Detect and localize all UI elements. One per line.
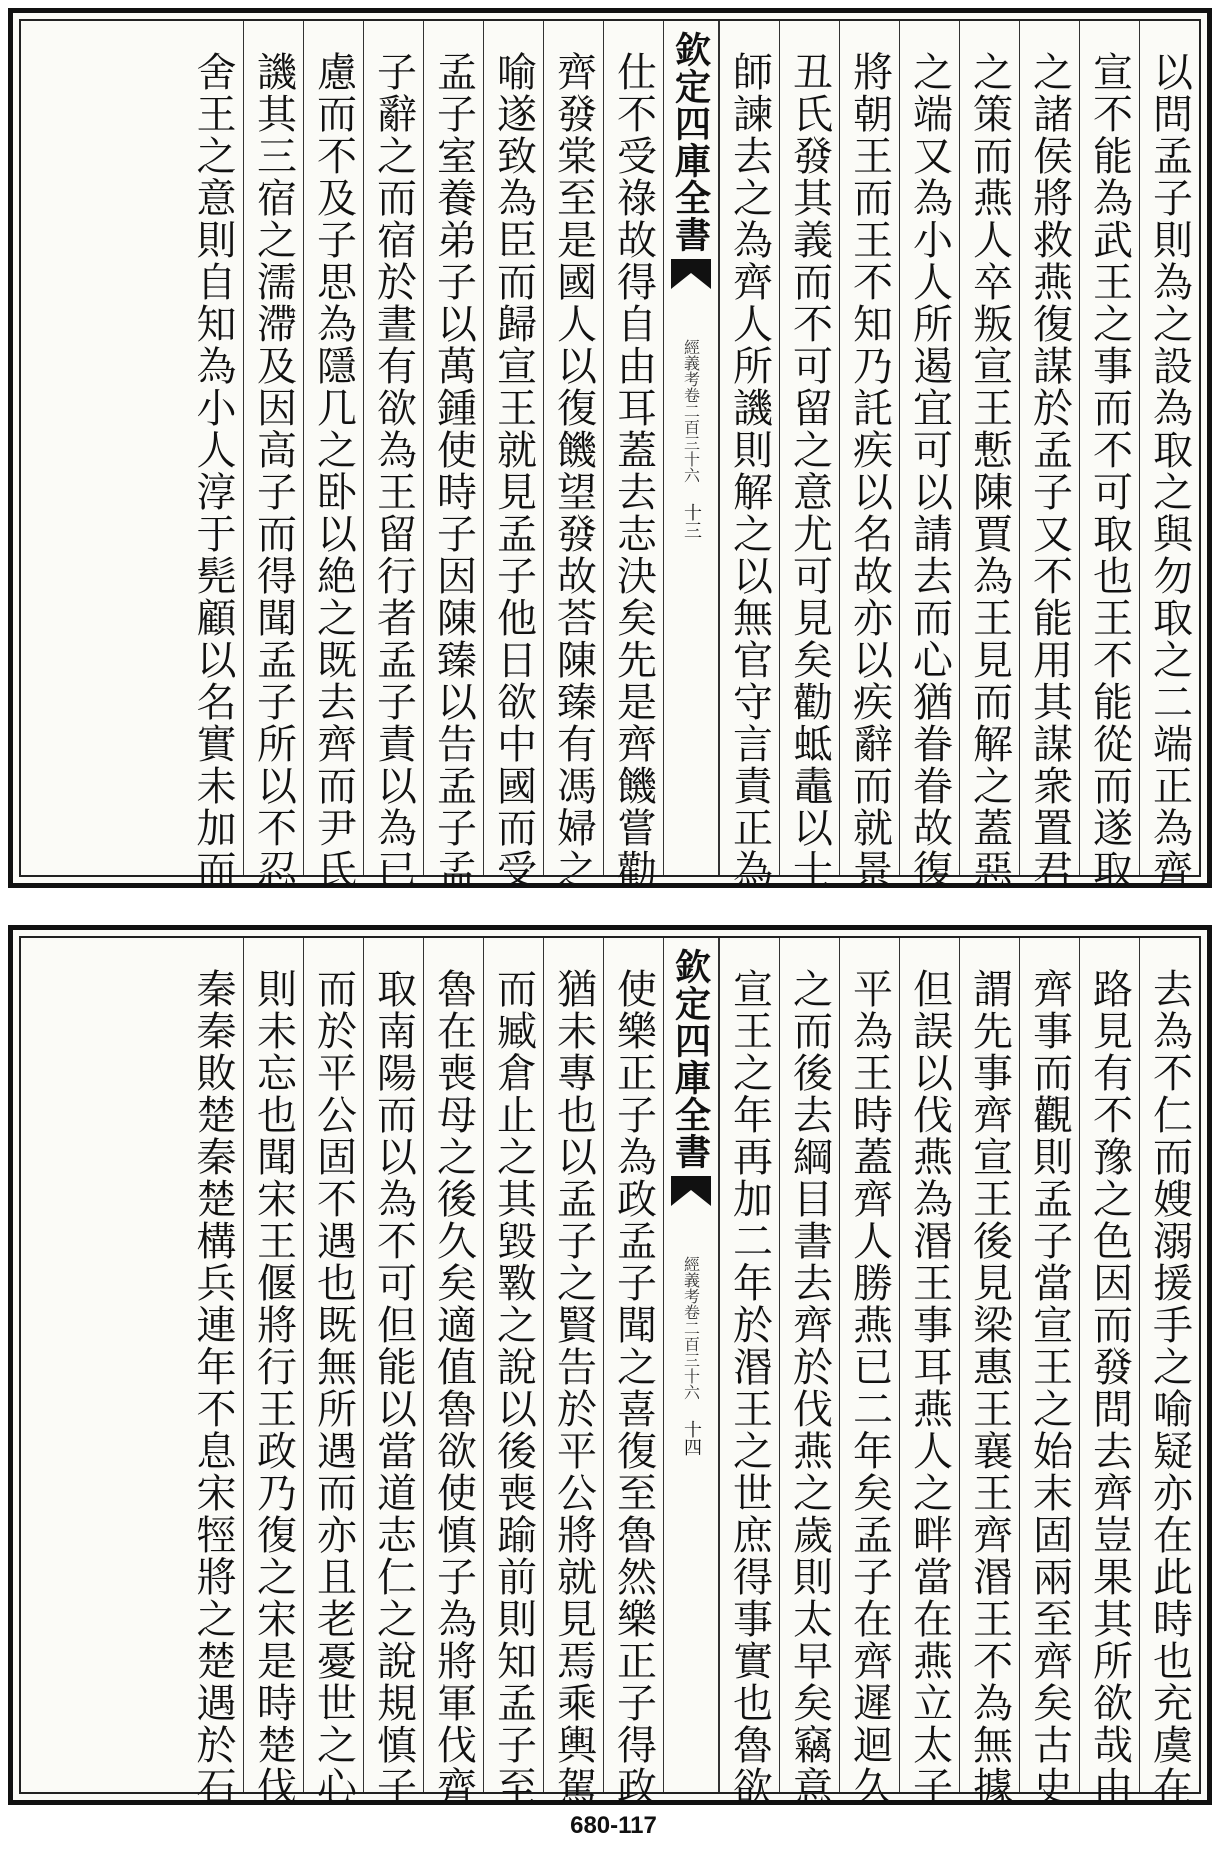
header-title: 欽定四庫全書 — [669, 948, 712, 1170]
text-column: 宣不能為武王之事而不可取也王不能從而遂取 — [1079, 21, 1139, 875]
text-column: 之而後去綱目書去齊於伐燕之歲則太早矣竊意 — [779, 938, 839, 1792]
text-column: 謂先事齊宣王後見梁惠王襄王齊湣王不為無據 — [959, 938, 1019, 1792]
fishtail-mark-icon — [671, 1176, 711, 1206]
bottom-page — [8, 925, 1212, 1808]
top-page-columns — [21, 21, 1199, 891]
text-column: 齊事而觀則孟子當宣王之始末固兩至齊矣古史 — [1019, 938, 1079, 1792]
text-column: 仕不受祿故得自由耳蓋去志決矣先是齊饑嘗勸 — [603, 21, 663, 875]
text-column: 路見有不豫之色因而發問去齊豈果其所欲哉由 — [1079, 938, 1139, 1792]
header-subtitle: 經義考卷二百三十六 — [681, 1256, 701, 1400]
fishtail-mark-icon — [671, 259, 711, 289]
text-column: 師諫去之為齊人所譏則解之以無官守言責正為 — [719, 21, 779, 875]
text-column: 之諸侯將救燕復謀於孟子又不能用其謀衆置君 — [1019, 21, 1079, 875]
header-subtitle: 經義考卷二百三十六 — [681, 339, 701, 483]
text-column: 之策而燕人卒叛宣王慙陳賈為王見而解之蓋惡 — [959, 21, 1019, 875]
text-column: 而臧倉止之其毀斁之說以後喪踰前則知孟子至 — [483, 938, 543, 1792]
text-column: 子辭之而宿於晝有欲為王留行者孟子責以為已 — [363, 21, 423, 875]
text-column: 譏其三宿之濡滯及因高子而得聞孟子所以不忍 — [243, 21, 303, 875]
text-column: 喻遂致為臣而歸宣王就見孟子他日欲中國而受 — [483, 21, 543, 875]
bottom-page-columns — [21, 938, 1199, 1808]
text-column: 丑氏發其義而不可留之意尤可見矣勸蚳鼃以士 — [779, 21, 839, 875]
text-column: 慮而不及子思為隱几之卧以絶之既去齊而尹氏 — [303, 21, 363, 875]
text-column: 以問孟子則為之設為取之與勿取之二端正為齊 — [1139, 21, 1199, 875]
text-column: 魯在喪母之後久矣適值魯欲使慎子為將軍伐齊 — [423, 938, 483, 1792]
text-column: 宣王之年再加二年於湣王之世庶得事實也魯欲 — [719, 938, 779, 1792]
text-column: 齊發棠至是國人以復饑望發故荅陳臻有馮婦之 — [543, 21, 603, 875]
bottom-page-frame — [19, 936, 1201, 1808]
text-column: 將朝王而王不知乃託疾以名故亦以疾辭而就景 — [839, 21, 899, 875]
center-fold-column — [663, 21, 719, 875]
text-column: 孟子室養弟子以萬鍾使時子因陳臻以告孟子孟 — [423, 21, 483, 875]
text-column: 平為王時蓋齊人勝燕已二年矣孟子在齊遲迴久 — [839, 938, 899, 1792]
header-title: 欽定四庫全書 — [669, 31, 712, 253]
text-column: 之端又為小人所遏宜可以請去而心猶眷眷故復 — [899, 21, 959, 875]
text-column: 而於平公固不遇也既無所遇而亦且老憂世之心 — [303, 938, 363, 1792]
text-column: 則未忘也聞宋王偃將行王政乃復之宋是時楚伐 — [243, 938, 303, 1792]
text-column: 去為不仁而嫂溺援手之喻疑亦在此時也充虞在 — [1139, 938, 1199, 1792]
top-page — [8, 8, 1212, 891]
text-column: 取南陽而以為不可但能以當道志仁之說規慎子 — [363, 938, 423, 1792]
page-number: 十四 — [681, 1420, 702, 1456]
center-fold-column — [663, 938, 719, 1792]
text-column: 舍王之意則自知為小人淳于髡顧以名實未加而 — [190, 51, 236, 891]
text-column: 使樂正子為政孟子聞之喜復至魯然樂正子得政 — [603, 938, 663, 1792]
text-column: 秦秦敗楚秦楚構兵連年不息宋牼將之楚遇於石 — [190, 968, 236, 1808]
text-column: 但誤以伐燕為湣王事耳燕人之畔當在燕立太子 — [899, 938, 959, 1792]
footer-page-id: 680-117 — [570, 1812, 657, 1839]
top-page-frame — [19, 19, 1201, 891]
text-column: 猶未專也以孟子之賢告於平公將就見焉乘輿駕 — [543, 938, 603, 1792]
page-number: 十三 — [681, 503, 702, 539]
